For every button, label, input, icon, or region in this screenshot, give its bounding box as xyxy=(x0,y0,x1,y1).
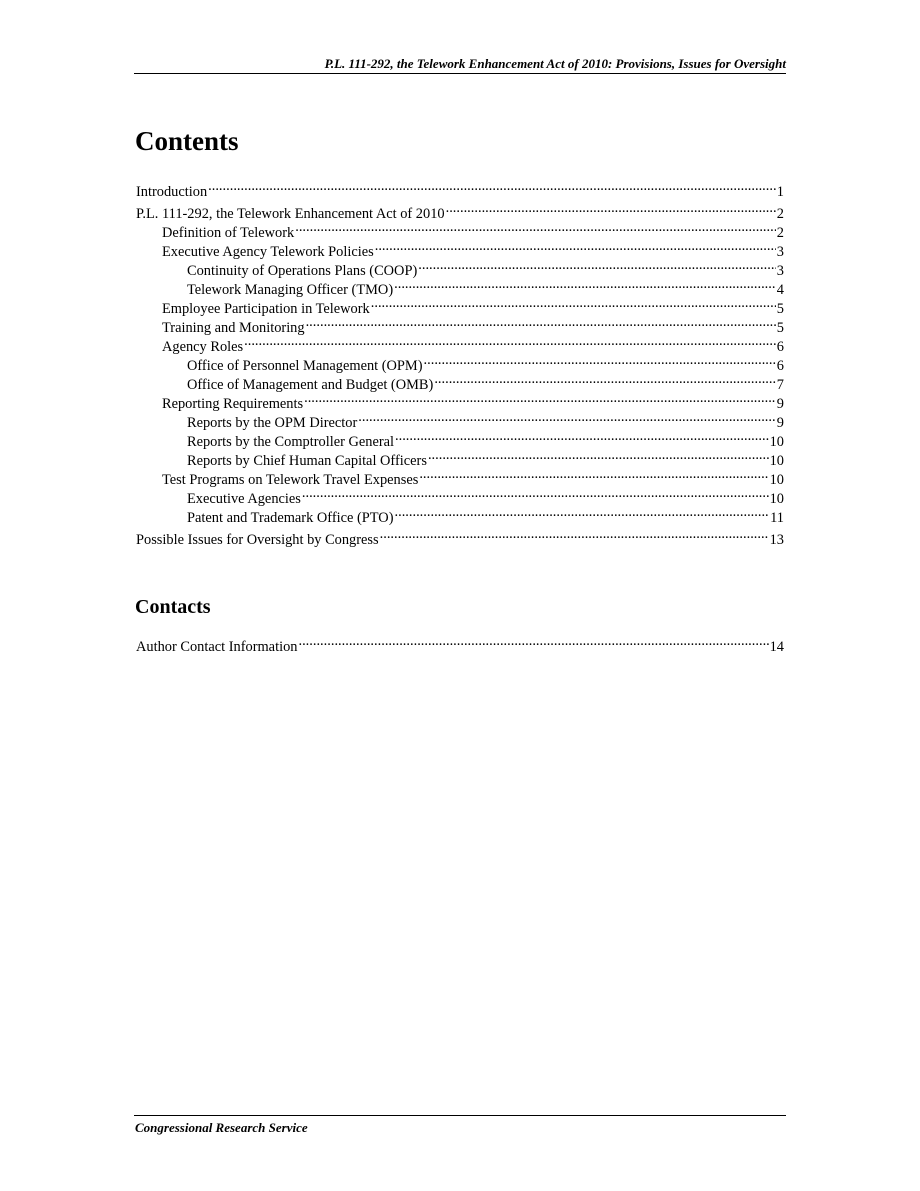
toc-entry-page-number: 3 xyxy=(776,263,784,279)
toc-dot-leader xyxy=(303,389,776,408)
toc-entry-title: Possible Issues for Oversight by Congress xyxy=(136,532,379,548)
toc-entry-title: Reports by Chief Human Capital Officers xyxy=(187,453,427,469)
toc-entry-page-number: 10 xyxy=(769,472,784,488)
contents-heading: Contents xyxy=(135,126,239,156)
toc-entry-title: Reports by the OPM Director xyxy=(187,415,358,431)
toc-entry-title: Training and Monitoring xyxy=(162,320,305,336)
toc-dot-leader xyxy=(417,256,776,275)
toc-dot-leader xyxy=(207,177,776,196)
toc-dot-leader xyxy=(357,408,776,427)
toc-dot-leader xyxy=(305,313,776,332)
toc-entry-page-number: 14 xyxy=(769,639,784,655)
toc-entry-title: Patent and Trademark Office (PTO) xyxy=(187,510,394,526)
toc-entry-page-number: 11 xyxy=(770,510,784,526)
contents-toc-list xyxy=(136,177,784,548)
footer-rule xyxy=(134,1115,786,1116)
toc-entry-title: Reporting Requirements xyxy=(162,396,304,412)
toc-entry-page-number: 10 xyxy=(769,453,784,469)
contacts-heading: Contacts xyxy=(135,596,211,618)
toc-entry[interactable] xyxy=(136,199,784,222)
toc-entry-page-number: 10 xyxy=(769,434,784,450)
toc-dot-leader xyxy=(294,218,776,237)
toc-entry-page-number: 9 xyxy=(776,396,784,412)
toc-entry-page-number: 6 xyxy=(776,358,784,374)
toc-dot-leader xyxy=(427,446,769,465)
toc-dot-leader xyxy=(374,237,776,256)
toc-entry-title: Agency Roles xyxy=(162,339,244,355)
toc-entry-page-number: 10 xyxy=(769,491,784,507)
toc-entry-page-number: 5 xyxy=(776,301,784,317)
toc-dot-leader xyxy=(301,484,769,503)
page-footer: Congressional Research Service xyxy=(135,1120,308,1135)
toc-dot-leader xyxy=(445,199,776,218)
toc-entry-title: Definition of Telework xyxy=(162,225,295,241)
toc-dot-leader xyxy=(423,351,776,370)
toc-dot-leader xyxy=(433,370,775,389)
toc-entry-title: Executive Agency Telework Policies xyxy=(162,244,374,260)
toc-entry-title: Office of Personnel Management (OPM) xyxy=(187,358,423,374)
toc-dot-leader xyxy=(297,632,768,651)
header-rule xyxy=(134,73,786,74)
toc-dot-leader xyxy=(394,427,769,446)
toc-entry-page-number: 1 xyxy=(776,184,784,200)
toc-dot-leader xyxy=(393,275,776,294)
toc-entry-title: Telework Managing Officer (TMO) xyxy=(187,282,394,298)
toc-entry-page-number: 3 xyxy=(776,244,784,260)
toc-dot-leader xyxy=(370,294,776,313)
toc-entry[interactable] xyxy=(136,177,784,200)
toc-dot-leader xyxy=(394,503,770,522)
toc-entry-title: Office of Management and Budget (OMB) xyxy=(187,377,434,393)
running-header: P.L. 111-292, the Telework Enhancement Act of 2010: Provisions, Issues for Oversight xyxy=(324,56,786,71)
toc-dot-leader xyxy=(379,525,769,544)
toc-entry-title: P.L. 111-292, the Telework Enhancement Act of 2010 xyxy=(136,206,445,222)
toc-dot-leader xyxy=(418,465,768,484)
toc-entry-page-number: 5 xyxy=(776,320,784,336)
contacts-toc-list xyxy=(136,632,784,655)
toc-entry-page-number: 7 xyxy=(776,377,784,393)
toc-entry-page-number: 9 xyxy=(776,415,784,431)
toc-entry-title: Executive Agencies xyxy=(187,491,301,507)
toc-entry-page-number: 4 xyxy=(776,282,784,298)
toc-entry-page-number: 13 xyxy=(769,532,784,548)
toc-dot-leader xyxy=(243,332,776,351)
toc-entry-title: Test Programs on Telework Travel Expenses xyxy=(162,472,419,488)
toc-entry-page-number: 6 xyxy=(776,339,784,355)
toc-entry-page-number: 2 xyxy=(776,225,784,241)
toc-entry-title: Continuity of Operations Plans (COOP) xyxy=(187,263,418,279)
toc-entry[interactable] xyxy=(136,632,784,655)
toc-entry-title: Reports by the Comptroller General xyxy=(187,434,395,450)
toc-entry-title: Author Contact Information xyxy=(136,639,298,655)
toc-entry-title: Introduction xyxy=(136,184,208,200)
toc-entry-page-number: 2 xyxy=(776,206,784,222)
toc-entry-title: Employee Participation in Telework xyxy=(162,301,370,317)
